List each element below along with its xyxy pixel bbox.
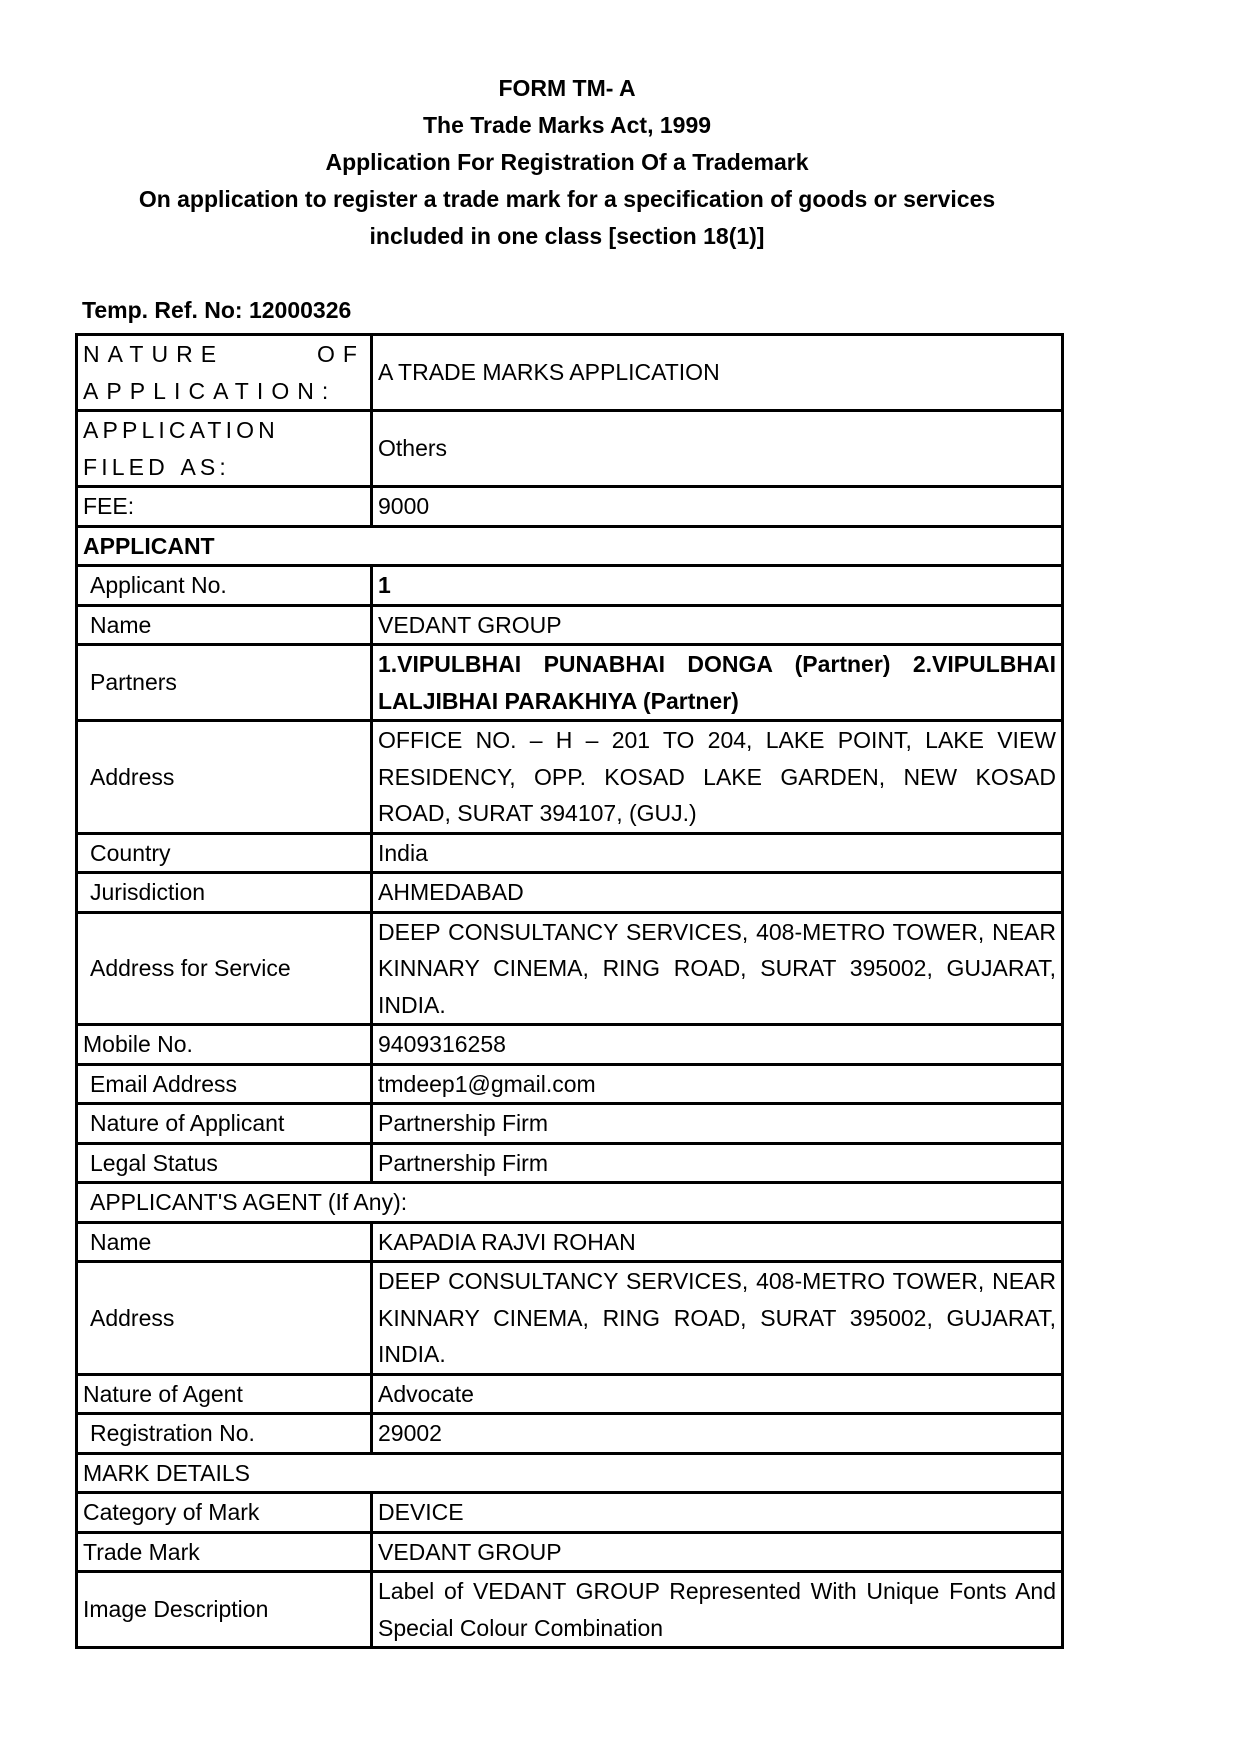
country-label: Country xyxy=(77,833,372,873)
table-row xyxy=(77,605,1063,645)
table-row xyxy=(77,566,1063,606)
application-table xyxy=(75,333,1064,1649)
agent-address-value: DEEP CONSULTANCY SERVICES, 408-METRO TOWER, NEAR KINNARY CINEMA, RING ROAD, SURAT 395002, GUJARAT, INDIA. xyxy=(372,1262,1063,1375)
table-row xyxy=(77,1493,1063,1533)
nature-of-applicant-label: Nature of Applicant xyxy=(77,1104,372,1144)
category-of-mark-value: DEVICE xyxy=(372,1493,1063,1533)
nature-of-application-label xyxy=(77,335,372,411)
form-title: FORM TM- A xyxy=(498,75,636,101)
applicant-no-label: Applicant No. xyxy=(77,566,372,606)
fee-label: FEE: xyxy=(77,487,372,527)
registration-no-value: 29002 xyxy=(372,1414,1063,1454)
act-title: The Trade Marks Act, 1999 xyxy=(422,112,712,138)
form-description-line-2: included in one class [section 18(1)] xyxy=(369,223,765,249)
nature-of-application-value: A TRADE MARKS APPLICATION xyxy=(372,335,1063,411)
name-label: Name xyxy=(77,605,372,645)
country-value: India xyxy=(372,833,1063,873)
form-header xyxy=(0,70,1134,255)
label-line-1: NATURE OF xyxy=(83,341,365,367)
applicant-section-heading: APPLICANT xyxy=(77,526,1063,566)
nature-of-applicant-value: Partnership Firm xyxy=(372,1104,1063,1144)
mobile-label: Mobile No. xyxy=(77,1025,372,1065)
table-row xyxy=(77,1025,1063,1065)
trade-mark-value: VEDANT GROUP xyxy=(372,1532,1063,1572)
table-row xyxy=(77,1262,1063,1375)
table-row xyxy=(77,912,1063,1025)
email-label: Email Address xyxy=(77,1064,372,1104)
table-row xyxy=(77,645,1063,721)
image-description-value: Label of VEDANT GROUP Represented With Unique Fonts And Special Colour Combination xyxy=(372,1572,1063,1648)
jurisdiction-label: Jurisdiction xyxy=(77,873,372,913)
table-row xyxy=(77,411,1063,487)
table-row xyxy=(77,1222,1063,1262)
mobile-value: 9409316258 xyxy=(372,1025,1063,1065)
name-value: VEDANT GROUP xyxy=(372,605,1063,645)
table-row xyxy=(77,1532,1063,1572)
address-for-service-value: DEEP CONSULTANCY SERVICES, 408-METRO TOWER, NEAR KINNARY CINEMA, RING ROAD, SURAT 395002, GUJARAT, INDIA. xyxy=(372,912,1063,1025)
address-label: Address xyxy=(77,721,372,834)
email-value: tmdeep1@gmail.com xyxy=(372,1064,1063,1104)
trade-mark-label: Trade Mark xyxy=(77,1532,372,1572)
table-row xyxy=(77,1143,1063,1183)
table-row xyxy=(77,721,1063,834)
registration-no-label: Registration No. xyxy=(77,1414,372,1454)
image-description-label: Image Description xyxy=(77,1572,372,1648)
applicant-no-value: 1 xyxy=(372,566,1063,606)
agent-section-heading: APPLICANT'S AGENT (If Any): xyxy=(77,1183,1063,1223)
partners-value: 1.VIPULBHAI PUNABHAI DONGA (Partner) 2.VIPULBHAI LALJIBHAI PARAKHIYA (Partner) xyxy=(372,645,1063,721)
temp-ref-number: Temp. Ref. No: 12000326 xyxy=(82,297,352,323)
fee-value: 9000 xyxy=(372,487,1063,527)
agent-name-label: Name xyxy=(77,1222,372,1262)
table-row xyxy=(77,1374,1063,1414)
application-filed-as-value: Others xyxy=(372,411,1063,487)
agent-address-label: Address xyxy=(77,1262,372,1375)
form-description-line-1: On application to register a trade mark for a specification of goods or services xyxy=(138,186,996,212)
table-row xyxy=(77,833,1063,873)
partners-label: Partners xyxy=(77,645,372,721)
mark-details-heading: MARK DETAILS xyxy=(77,1453,1063,1493)
table-row xyxy=(77,487,1063,527)
table-row xyxy=(77,1104,1063,1144)
table-row xyxy=(77,1572,1063,1648)
application-filed-as-label: APPLICATION FILED AS: xyxy=(77,411,372,487)
table-row xyxy=(77,873,1063,913)
table-row xyxy=(77,1453,1063,1493)
address-value: OFFICE NO. – H – 201 TO 204, LAKE POINT, LAKE VIEW RESIDENCY, OPP. KOSAD LAKE GARDEN, NEW KOSAD ROAD, SURAT 394107, (GUJ.) xyxy=(372,721,1063,834)
table-row xyxy=(77,1414,1063,1454)
nature-of-agent-label: Nature of Agent xyxy=(77,1374,372,1414)
table-row xyxy=(77,1183,1063,1223)
nature-of-agent-value: Advocate xyxy=(372,1374,1063,1414)
label-line-2: APPLICATION: xyxy=(83,377,337,404)
legal-status-label: Legal Status xyxy=(77,1143,372,1183)
jurisdiction-value: AHMEDABAD xyxy=(372,873,1063,913)
form-subtitle: Application For Registration Of a Trademark xyxy=(325,149,809,175)
category-of-mark-label: Category of Mark xyxy=(77,1493,372,1533)
address-for-service-label: Address for Service xyxy=(77,912,372,1025)
legal-status-value: Partnership Firm xyxy=(372,1143,1063,1183)
agent-name-value: KAPADIA RAJVI ROHAN xyxy=(372,1222,1063,1262)
table-row xyxy=(77,526,1063,566)
table-row xyxy=(77,335,1063,411)
table-row xyxy=(77,1064,1063,1104)
